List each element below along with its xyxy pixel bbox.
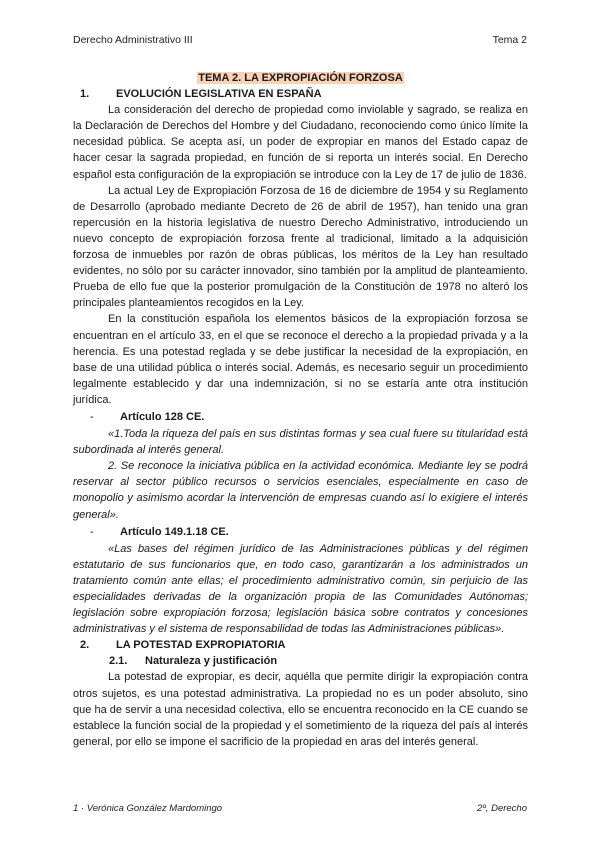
header-topic: Tema 2 [492,34,527,46]
subsection-2-1-heading [73,653,528,669]
footer-author: 1 · Verónica González Mardomingo [73,803,223,814]
article-149-item [73,524,528,540]
paragraph: La consideración del derecho de propiedad como inviolable y sagrado, se realiza en la Declaración de Derechos del Hombre y del Ciudadano, reconociendo como único límite la necesidad pública. Se acepta así, un poder de expropiar en manos del Estado capaz de hacer cesar la sagrada propiedad, en función de si reporta un interés social. En Derecho español esta configuración de la expropiación se introduce con la Ley de 17 de julio de 1836. [73,104,528,181]
section-2-heading [73,637,528,653]
article-128-quote-2: 2. Se reconoce la iniciativa pública en la actividad económica. Mediante ley se podrá reservar al sector público recursos o servicios esenciales, especialmente en caso de monopolio y asimismo acordar la intervención de empresas cuando así lo exigiere el interés general». [73,460,528,521]
subsection-2-1-title: Naturaleza y justificación [145,655,278,668]
section-2-number: 2. [80,639,90,652]
article-128-quote-1: «1.Toda la riqueza del país en sus distintas formas y sea cual fuere su titularidad está subordinada al interés general. [73,428,528,457]
section-1-heading [73,86,528,102]
article-149-label: Artículo 149.1.18 CE. [120,525,229,538]
paragraph: La actual Ley de Expropiación Forzosa de 16 de diciembre de 1954 y su Reglamento de Desarrollo (aprobado mediante Decreto de 26 de abril de 1957), han tenido una gran repercusión en la historia legislativa de nuestro Derecho Administrativo, introduciendo un nuevo concepto de expropiación forzosa frente al tradicional, limitado a la adquisición forzosa de inmuebles por razón de obras públicas, los méritos de la Ley han resultado evidentes, no sólo por su carácter innovador, sino también por la amplitud de planteamiento. Prueba de ello fue que la posterior promulgación de la Constitución de 1978 no alteró los principales planteamientos recogidos en la Ley. [73,184,528,310]
header-subject: Derecho Administrativo III [73,34,193,46]
article-149-quote: «Las bases del régimen jurídico de las Administraciones públicas y del régimen estatutario de sus funcionarios que, en todo caso, garantizarán a los administrados un tratamiento común ante ellas; el procedimiento administrativo común, sin perjuicio de las especialidades derivadas de la organización propia de las Comunidades Autónomas; legislación sobre expropiación forzosa; legislación básica sobre contratos y concesiones administrativas y el sistema de responsabilidad de todas las Administraciones públicas». [73,542,528,636]
section-1-number: 1. [80,88,90,101]
section-2-title: LA POTESTAD EXPROPIATORIA [116,639,286,652]
bullet-dash: - [90,410,94,423]
paragraph: La potestad de expropiar, es decir, aquélla que permite dirigir la expropiación contra otros sujetos, es una potestad administrativa. La propiedad no es un poder absoluto, sino que ha de servir a una necesidad colectiva, ello se encuentra reconocido en la CE cuando se establece la función social de la propiedad y el sometimiento de la riqueza del país al interés general, por ello se impone el sacrificio de la propiedad en aras del interés general. [73,671,528,748]
subsection-2-1-number: 2.1. [109,655,128,668]
section-1-title: EVOLUCIÓN LEGISLATIVA EN ESPAÑA [116,88,322,101]
document-body [73,70,528,750]
article-128-item [73,409,528,425]
paragraph: En la constitución española los elementos básicos de la expropiación forzosa se encuentran en el artículo 33, en el que se reconoce el derecho a la propiedad privada y a la herencia. Es una potestad reglada y se debe justificar la necesidad de la expropiación, en base de una utilidad pública o interés social. Además, es necesario seguir un procedimiento legalmente establecido y dar una indemnización, si no se estaría ante otra institución jurídica. [73,313,528,406]
bullet-dash: - [90,525,94,538]
footer-course: 2º, Derecho [477,803,527,814]
document-title [73,70,528,86]
title-highlight: TEMA 2. LA EXPROPIACIÓN FORZOSA [198,72,403,84]
article-128-label: Artículo 128 CE. [120,410,205,423]
